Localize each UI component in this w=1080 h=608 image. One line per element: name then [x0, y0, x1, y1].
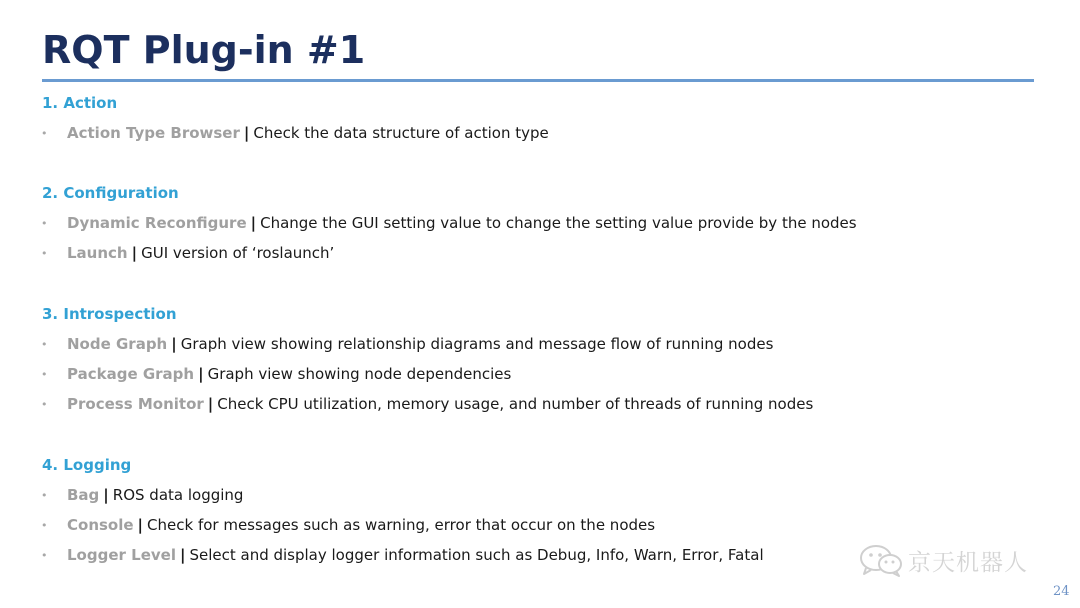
- item-term: Logger Level: [67, 546, 176, 564]
- list-item: [41, 334, 773, 355]
- item-term: Launch: [67, 244, 128, 262]
- item-separator: |: [131, 244, 138, 262]
- list-item: [41, 364, 511, 385]
- title-underline: [42, 79, 1034, 82]
- item-separator: |: [243, 124, 250, 142]
- item-description: ROS data logging: [112, 486, 244, 504]
- item-term: Console: [67, 516, 134, 534]
- item-separator: |: [250, 214, 257, 232]
- bullet: •: [41, 519, 48, 532]
- list-item: [41, 545, 764, 566]
- item-description: Graph view showing relationship diagrams and message flow of running nodes: [180, 335, 774, 353]
- page-number: 24: [1053, 584, 1070, 599]
- item-separator: |: [137, 516, 144, 534]
- item-description: Check for messages such as warning, error that occur on the nodes: [147, 516, 656, 534]
- watermark-text: 京天机器人: [908, 549, 1028, 576]
- item-description: Select and display logger information such as Debug, Info, Warn, Error, Fatal: [189, 546, 764, 564]
- item-term: Package Graph: [67, 365, 195, 383]
- item-separator: |: [179, 546, 186, 564]
- item-description: Check the data structure of action type: [253, 124, 549, 142]
- item-description: GUI version of ‘roslaunch’: [141, 244, 335, 262]
- section-heading-logging: 4. Logging: [42, 456, 132, 474]
- watermark: [858, 542, 1028, 578]
- bullet: •: [41, 489, 48, 502]
- item-term: Action Type Browser: [67, 124, 240, 142]
- item-separator: |: [103, 486, 109, 504]
- bullet: •: [41, 549, 48, 562]
- bullet: •: [41, 368, 48, 381]
- item-description: Graph view showing node dependencies: [207, 365, 512, 383]
- bullet: •: [41, 398, 48, 411]
- list-item: [41, 485, 243, 506]
- list-item: [41, 123, 549, 144]
- item-description: Change the GUI setting value to change the setting value provide by the nodes: [260, 214, 857, 232]
- item-term: Node Graph: [67, 335, 168, 353]
- list-item: [41, 394, 813, 415]
- bullet: •: [41, 338, 48, 351]
- item-separator: |: [207, 395, 214, 413]
- item-separator: |: [171, 335, 177, 353]
- item-separator: |: [198, 365, 204, 383]
- bullet: •: [41, 127, 48, 140]
- list-item: [41, 515, 655, 536]
- item-term: Dynamic Reconfigure: [67, 214, 247, 232]
- slide-title: RQT Plug-in #1: [42, 28, 366, 72]
- bullet: •: [41, 247, 48, 260]
- section-heading-action: 1. Action: [42, 94, 118, 112]
- section-heading-configuration: 2. Configuration: [42, 184, 179, 202]
- item-term: Process Monitor: [67, 395, 204, 413]
- item-term: Bag: [67, 486, 100, 504]
- section-heading-introspection: 3. Introspection: [42, 305, 177, 323]
- list-item: [41, 243, 334, 264]
- list-item: [41, 213, 857, 234]
- bullet: •: [41, 217, 48, 230]
- item-description: Check CPU utilization, memory usage, and number of threads of running nodes: [217, 395, 814, 413]
- wechat-icon: [858, 543, 904, 577]
